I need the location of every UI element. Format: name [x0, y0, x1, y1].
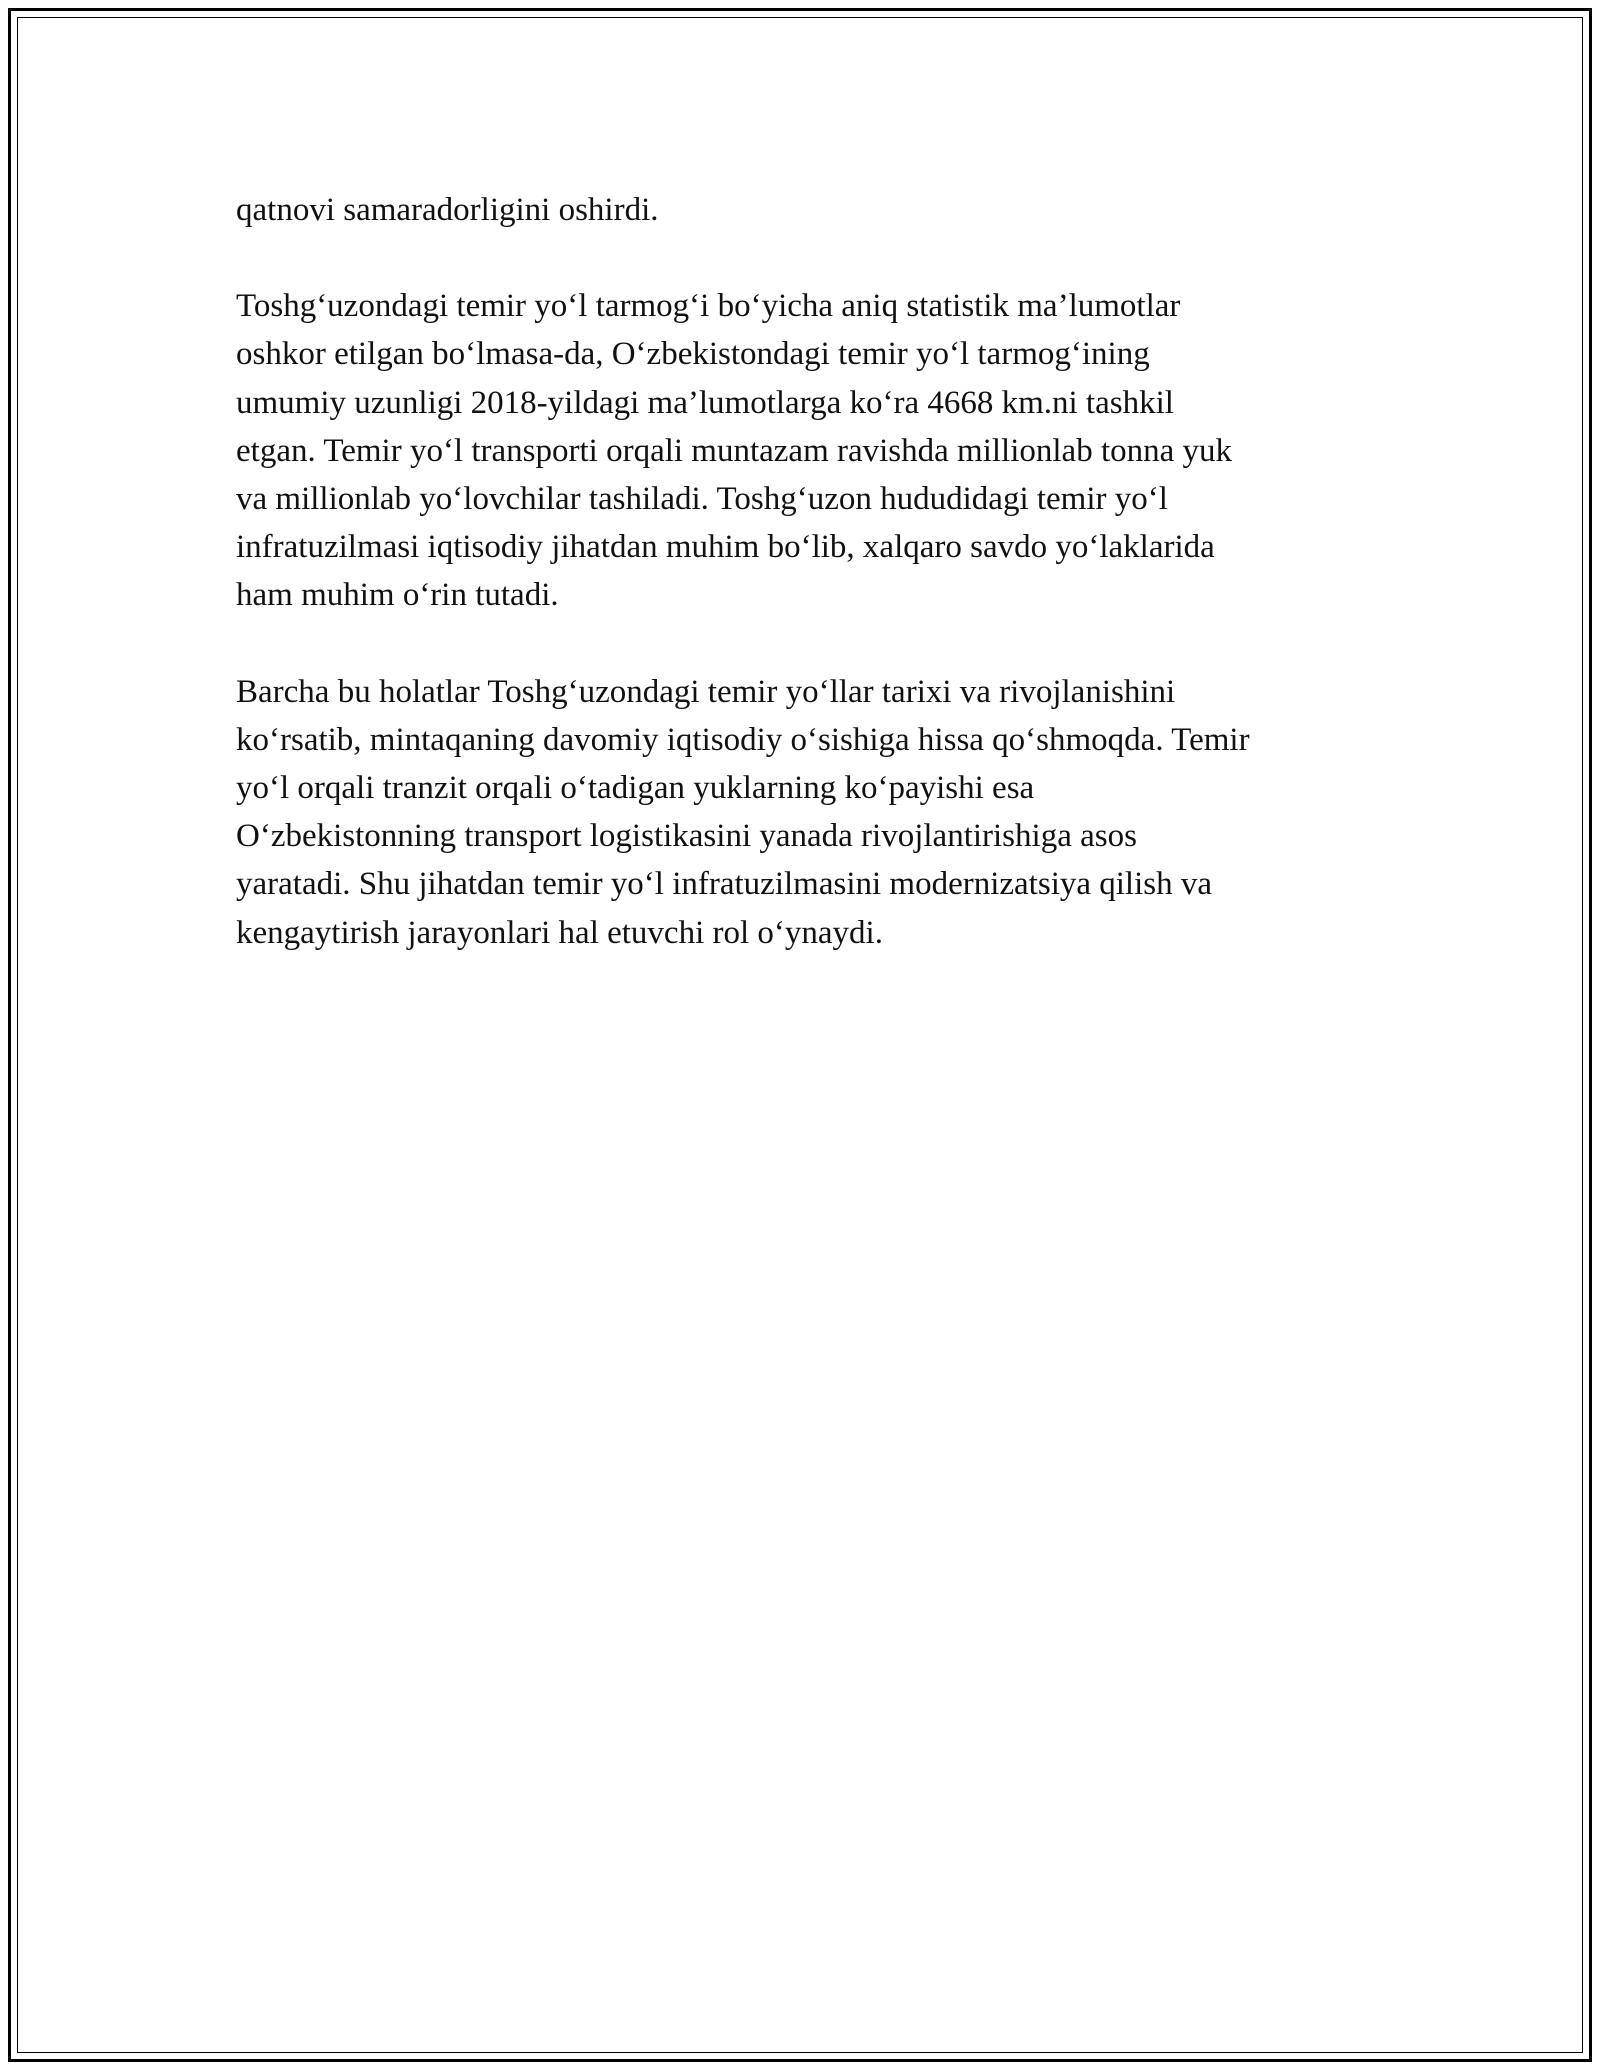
paragraph-railway-statistics: Toshg‘uzondagi temir yo‘l tarmog‘i bo‘yicha aniq statistik ma’lumotlar oshkor etilgan bo‘lmasa-da, O‘zbekistondagi temir yo‘l tarmog‘ining umumiy uzunligi 2018-yildagi ma’lumotlarga ko‘ra 4668 km.ni tashkil etgan. Temir yo‘l transporti orqali muntazam ravishda millionlab tonna yuk va millionlab yo‘lovchilar tashiladi. Toshg‘uzon hududidagi temir yo‘l infratuzilmasi iqtisodiy jihatdan muhim bo‘lib, xalqaro savdo yo‘laklarida ham muhim o‘rin tutadi. [236, 288, 1233, 614]
document-body [236, 186, 1376, 1005]
paragraph-continuation: qatnovi samaradorligini oshirdi. [236, 192, 659, 228]
paragraph-conclusion: Barcha bu holatlar Toshg‘uzondagi temir yo‘llar tarixi va rivojlanishini ko‘rsatib, mintaqaning davomiy iqtisodiy o‘sishiga hissa qo‘shmoqda. Temir yo‘l orqali tranzit orqali o‘tadigan yuklarning ko‘payishi esa O‘zbekistonning transport logistikasini yanada rivojlantirishiga asos yaratadi. Shu jihatdan temir yo‘l infratuzilmasini modernizatsiya qilish va kengaytirish jarayonlari hal etuvchi rol o‘ynaydi. [236, 673, 1250, 951]
